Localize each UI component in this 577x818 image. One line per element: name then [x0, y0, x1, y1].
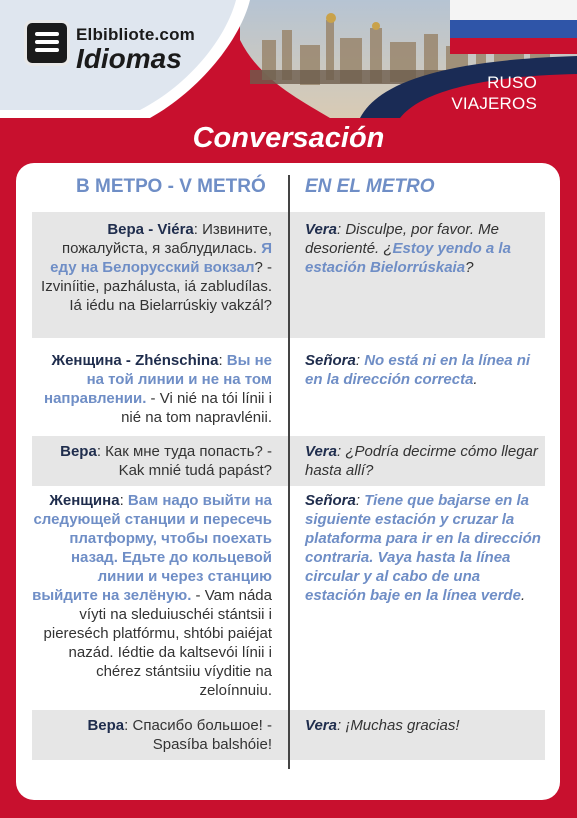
transliteration: - Vam náda víyti na sleduiuschéi stántsii i piereséch platfórmu, shtóbi paiéjat nazád. Iédtie da kaltsevói línii i chérez stántsiiu víyditie na zeloínnuiu.	[43, 587, 272, 699]
russian-highlight: Вам надо выйти на следующей станции и пересечь платформу, чтобы поехать назад. Едьте до кольцевой линии и через станцию выйдите на зелёную.	[32, 492, 272, 604]
russian-line	[32, 220, 272, 315]
russian-line	[32, 442, 272, 480]
speaker: Женщина - Zhénschina	[51, 352, 219, 369]
russian-text: : Спасибо большое! - Spasíba balshóie!	[124, 717, 272, 753]
brand	[76, 25, 195, 73]
transliteration: ? - Izviníitie, pazhálusta, iá zabludílas. Iá iédu na Bielarrúskiy vakzál?	[41, 259, 272, 314]
speaker: Вера - Viéra	[107, 221, 194, 238]
spanish-line	[305, 442, 545, 480]
conversation-card	[16, 163, 560, 800]
russian-text: :	[218, 352, 227, 369]
tag-language: RUSO	[487, 73, 537, 92]
spanish-text: :	[355, 492, 365, 509]
russian-text: : Как мне туда попасть? - Kak mnié tudá papást?	[96, 443, 272, 479]
column-heading-russian: В МЕТРО - V METRÓ	[76, 176, 266, 197]
spanish-text: : ¿Podría decirme cómo llegar hasta allí?	[305, 443, 538, 479]
column-divider	[288, 175, 290, 769]
speaker: Вера	[87, 717, 125, 734]
russian-line	[32, 716, 272, 754]
speaker: Вера	[60, 443, 97, 460]
speaker: Señora	[305, 492, 356, 509]
spanish-line	[305, 716, 545, 735]
speaker: Vera	[305, 443, 337, 460]
russian-text: :	[119, 492, 128, 509]
spanish-text-end: .	[473, 371, 478, 388]
spanish-line	[305, 351, 545, 389]
russian-highlight: Я еду на Белорусский вокзал	[50, 240, 272, 276]
speaker: Vera	[305, 717, 337, 734]
russian-line	[32, 491, 272, 700]
tag-topic: VIAJEROS	[451, 94, 537, 113]
column-heading-spanish: EN EL METRO	[305, 176, 435, 197]
spanish-line	[305, 491, 545, 605]
russian-highlight: Вы не на той линии и не на том направлении.	[44, 352, 272, 407]
brand-name: Idiomas	[76, 43, 182, 74]
speaker: Señora	[305, 352, 356, 369]
spanish-text-end: .	[520, 587, 526, 604]
brand-site: Elbibliote.com	[76, 25, 195, 44]
logo-icon	[24, 20, 70, 66]
russian-line	[32, 351, 272, 427]
page-title: Conversación	[192, 122, 385, 154]
spanish-text-end: ?	[465, 259, 474, 276]
russian-text: : Извините, пожалуйста, я заблудилась.	[61, 221, 272, 257]
spanish-line	[305, 220, 545, 277]
speaker: Vera	[305, 221, 337, 238]
spanish-text: :	[355, 352, 365, 369]
transliteration: - Vi nié na tói línii i nié na tom napravlénii.	[121, 390, 272, 426]
speaker: Женщина	[49, 492, 120, 509]
spanish-highlight: Tiene que bajarse en la siguiente estación y cruzar la plataforma para ir en la dirección contraria. Vaya hasta la línea circular y al cabo de una estación baje en la línea verde	[305, 492, 541, 604]
header-banner	[0, 0, 577, 118]
spanish-text: : Disculpe, por favor. Me desorienté. ¿	[305, 221, 499, 257]
spanish-highlight: Estoy yendo a la estación Bielorrúskaia	[305, 240, 511, 276]
spanish-text: : ¡Muchas gracias!	[336, 717, 460, 734]
spanish-highlight: No está ni en la línea ni en la dirección correcta	[305, 352, 531, 388]
